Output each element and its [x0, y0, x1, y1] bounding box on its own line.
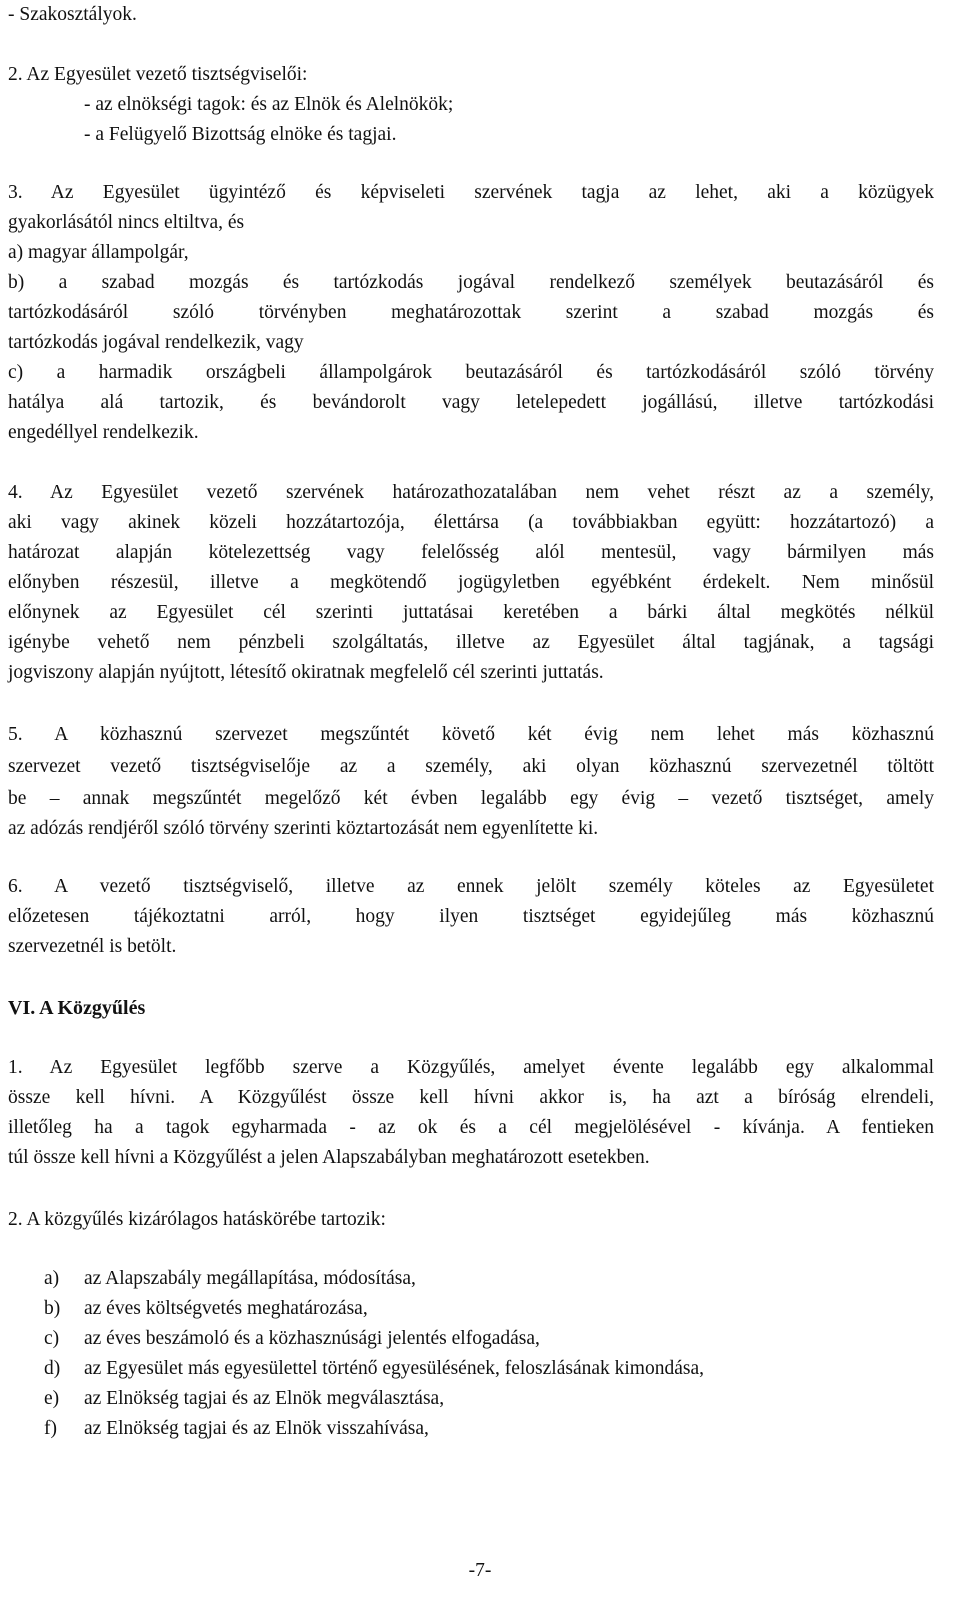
k2-line: 2. A közgyűlés kizárólagos hatáskörébe tartozik:	[8, 1209, 386, 1230]
k1-line: illetőleg ha a tagok egyharmada - az ok és a cél megjelölésével - kívánja. A fentieken	[8, 1117, 934, 1138]
s2-line: - az elnökségi tagok: és az Elnök és Alelnökök;	[84, 94, 454, 115]
s3-line: b) a szabad mozgás és tartózkodás jogával rendelkező személyek beutazásáról és	[8, 272, 934, 293]
s3-line: tartózkodás jogával rendelkezik, vagy	[8, 332, 304, 353]
s5-line: az adózás rendjéről szóló törvény szerinti köztartozását nem egyenlítette ki.	[8, 818, 599, 839]
s6-line: előzetesen tájékoztatni arról, hogy ilyen tisztséget egyidejűleg más közhasznú	[8, 906, 934, 927]
s4-line: jogviszony alapján nyújtott, létesítő okiratnak megfelelő cél szerinti juttatás.	[8, 662, 604, 683]
s3-line: a) magyar állampolgár,	[8, 242, 189, 263]
list-item-text: az Alapszabály megállapítása, módosítása,	[84, 1268, 416, 1289]
chapter-title: VI. A Közgyűlés	[8, 997, 146, 1019]
list-item	[44, 1294, 368, 1324]
s4-line: aki vagy akinek közeli hozzátartozója, élettársa (a továbbiakban együtt: hozzátartozó) a	[8, 512, 934, 533]
s3-line: hatálya alá tartozik, és bevándorolt vagy letelepedett jogállású, illetve tartózkodási	[8, 392, 934, 413]
list-item-label: f)	[44, 1418, 57, 1439]
list-item	[44, 1324, 540, 1354]
page-number: -7-	[468, 1560, 492, 1581]
s3-line: c) a harmadik országbeli állampolgárok beutazásáról és tartózkodásáról szóló törvény	[8, 362, 934, 383]
s6-line: 6. A vezető tisztségviselő, illetve az ennek jelölt személy köteles az Egyesületet	[8, 876, 934, 897]
list-item	[44, 1264, 416, 1294]
list-item	[44, 1384, 444, 1414]
k1-line: túl össze kell hívni a Közgyűlést a jelen Alapszabályban meghatározott esetekben.	[8, 1147, 650, 1168]
list-item-label: e)	[44, 1388, 60, 1409]
list-item-label: d)	[44, 1358, 61, 1379]
list-item-text: az Egyesület más egyesülettel történő egyesülésének, feloszlásának kimondása,	[84, 1358, 704, 1379]
list-item-text: az Elnökség tagjai és az Elnök visszahívása,	[84, 1418, 429, 1439]
list-item-label: c)	[44, 1328, 60, 1349]
k1-line: össze kell hívni. A Közgyűlést össze kell hívni akkor is, ha azt a bíróság elrendeli,	[8, 1087, 934, 1108]
s3-line: 3. Az Egyesület ügyintéző és képviseleti szervének tagja az lehet, aki a közügyek	[8, 182, 934, 203]
s4-line: 4. Az Egyesület vezető szervének határozathozatalában nem vehet részt az a személy,	[8, 482, 934, 503]
s5-line: szervezet vezető tisztségviselője az a személy, aki olyan közhasznú szervezetnél töltött	[8, 756, 934, 777]
s5-line: be – annak megszűntét megelőző két évben legalább egy évig – vezető tisztséget, amely	[8, 788, 934, 809]
list-item-label: b)	[44, 1298, 61, 1319]
s6-line: szervezetnél is betölt.	[8, 936, 177, 957]
s3-line: tartózkodásáról szóló törvényben meghatározottak szerint a szabad mozgás és	[8, 302, 934, 323]
k1-line: 1. Az Egyesület legfőbb szerve a Közgyűlés, amelyet évente legalább egy alkalommal	[8, 1057, 934, 1078]
list-item-text: az Elnökség tagjai és az Elnök megválasztása,	[84, 1388, 445, 1409]
s4-line: előnynek az Egyesület cél szerinti juttatásai keretében a bárki által megkötés nélkül	[8, 602, 934, 623]
list-item	[44, 1414, 429, 1444]
s2-heading: 2. Az Egyesület vezető tisztségviselői:	[8, 64, 308, 85]
list-item-text: az éves költségvetés meghatározása,	[84, 1298, 368, 1319]
s5-line: 5. A közhasznú szervezet megszűntét követő két évig nem lehet más közhasznú	[8, 724, 934, 745]
s3-line: gyakorlásától nincs eltiltva, és	[8, 212, 245, 233]
s4-line: előnyben részesül, illetve a megkötendő jogügyletben egyébként érdekelt. Nem minősül	[8, 572, 934, 593]
s4-line: igénybe vehető nem pénzbeli szolgáltatás, illetve az Egyesület által tagjának, a tagsági	[8, 632, 934, 653]
list-item-text: az éves beszámoló és a közhasznúsági jelentés elfogadása,	[84, 1328, 540, 1349]
list-item	[44, 1354, 704, 1384]
list-item-label: a)	[44, 1268, 60, 1289]
s4-line: határozat alapján kötelezettség vagy felelősség alól mentesül, vagy bármilyen más	[8, 542, 934, 563]
s3-line: engedéllyel rendelkezik.	[8, 422, 199, 443]
s2-line: - a Felügyelő Bizottság elnöke és tagjai.	[84, 124, 397, 145]
intro-line: - Szakosztályok.	[8, 4, 137, 25]
